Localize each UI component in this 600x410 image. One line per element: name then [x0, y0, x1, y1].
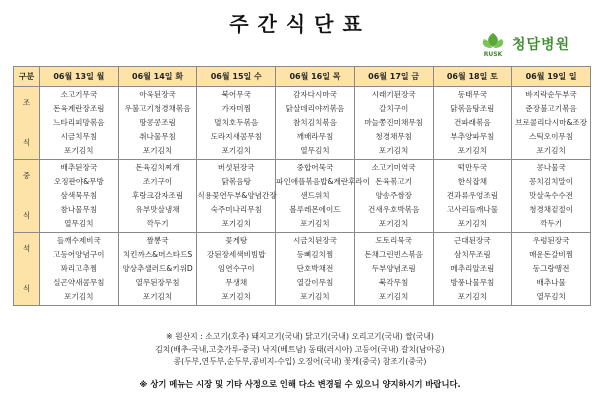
- day-header: 06월 16일 목: [276, 67, 355, 87]
- menu-item: 등뼈김치찜: [296, 250, 334, 259]
- menu-item: 포기김치: [64, 146, 94, 155]
- menu-item: 포기김치: [378, 146, 409, 155]
- menu-item: 떡만두국: [457, 163, 488, 172]
- menu-item: 우렁된장국: [532, 236, 570, 245]
- menu-cell: [512, 233, 591, 306]
- menu-item: 마늘쫑진미채무침: [364, 118, 423, 127]
- menu-item: 닭볶음탕: [221, 177, 251, 186]
- menu-item: 한식잡채: [457, 177, 488, 186]
- menu-item: 멸치호두볶음: [214, 118, 259, 127]
- menu-item: 매운돈갈비찜: [529, 250, 574, 259]
- menu-item: 짬뽕국: [146, 236, 169, 245]
- menu-item: 임연수구이: [217, 264, 255, 273]
- brand-name: 청담병원: [512, 37, 571, 53]
- menu-item: 건파래볶음: [454, 118, 491, 127]
- menu-item: 삼치무조림: [454, 250, 491, 259]
- menu-item: 시금치된장국: [292, 236, 337, 245]
- menu-item: 열무김치: [536, 292, 566, 301]
- svg-text:RUSK: RUSK: [483, 51, 503, 58]
- menu-item: 식용꽃연두부&양념간장: [197, 191, 277, 200]
- menu-item: 양상추샐러드&키위D: [122, 264, 193, 273]
- menu-item: 파인애플볶음밥&계란후라이: [276, 177, 371, 186]
- day-header: 06월 14일 화: [118, 67, 197, 87]
- menu-item: 스틱오이무침: [529, 132, 574, 141]
- menu-item: 고등어양념구이: [53, 250, 105, 259]
- menu-item: 중합어묵국: [296, 163, 334, 172]
- menu-item: 아욱된장국: [139, 90, 176, 99]
- menu-item: 단호박채전: [296, 264, 334, 273]
- menu-item: 포기김치: [142, 146, 173, 155]
- menu-item: 꽃게탕: [225, 236, 248, 245]
- menu-item: 소고기미역국: [371, 163, 416, 172]
- menu-item: 오징판야&무방: [53, 177, 104, 186]
- menu-item: 맛살옥수수전: [529, 191, 574, 200]
- menu-item: 바지락순두부국: [525, 90, 577, 99]
- menu-cell: [512, 160, 591, 233]
- corner-label: 구분: [14, 67, 40, 87]
- menu-cell: [354, 160, 433, 233]
- menu-item: 숙주미나리무침: [210, 205, 262, 214]
- menu-item: 포기김치: [457, 146, 488, 155]
- meal-label: [14, 160, 40, 233]
- day-header: 06월 15일 수: [197, 67, 276, 87]
- menu-cell: [40, 233, 119, 306]
- menu-item: 가자미찜: [221, 104, 251, 113]
- page-title: 주간식단표: [229, 12, 371, 36]
- meal-label-char: 식: [22, 138, 31, 147]
- menu-item: 청경채무침: [375, 132, 412, 141]
- menu-item: 브로콜리다시마&조장: [515, 118, 588, 127]
- menu-cell: [118, 233, 197, 306]
- menu-item: 포기김치: [457, 219, 488, 228]
- menu-item: 열갈이무침: [296, 278, 334, 287]
- menu-item: 닭살데리야끼볶음: [285, 104, 345, 113]
- menu-item: 감자다시마국: [292, 90, 337, 99]
- menu-item: 무생채: [225, 278, 248, 287]
- menu-item: 삼색묵무침: [60, 191, 98, 200]
- menu-item: 준장불고기볶음: [525, 104, 577, 113]
- menu-item: 갈치구이: [378, 104, 409, 113]
- meal-label: [14, 233, 40, 306]
- menu-item: 동그랑땡전: [532, 264, 570, 273]
- menu-item: 부추양파무침: [450, 132, 495, 141]
- day-header: 06월 13일 월: [40, 67, 119, 87]
- menu-item: 샌드위치: [300, 191, 330, 200]
- menu-item: 배추나물: [536, 278, 566, 287]
- meal-row: [14, 233, 591, 306]
- day-header: 06월 19일 일: [512, 67, 591, 87]
- menu-cell: [512, 87, 591, 160]
- meal-row: [14, 160, 591, 233]
- menu-item: 돈육볶고기: [375, 177, 412, 186]
- meal-label-char: 식: [22, 211, 31, 220]
- menu-item: 소고기무국: [60, 90, 98, 99]
- meal-label-char: 중: [22, 171, 31, 180]
- menu-item: 포기김치: [378, 219, 409, 228]
- menu-cell: [276, 87, 355, 160]
- meal-label-char: 조: [22, 98, 31, 107]
- meal-label-char: 식: [22, 284, 31, 293]
- menu-item: 청경채겉절이: [529, 205, 574, 214]
- menu-item: 열무된장무침: [135, 278, 180, 287]
- menu-cell: [118, 160, 197, 233]
- menu-item: 두부양념조림: [371, 264, 416, 273]
- menu-item: 돈채그린빈스볶음: [364, 250, 423, 259]
- origin-notes: [0, 331, 600, 369]
- menu-cell: [40, 87, 119, 160]
- menu-item: 건새우호박볶음: [367, 205, 420, 214]
- menu-item: 메추리알조림: [450, 264, 495, 273]
- menu-item: 버섯된장국: [217, 163, 255, 172]
- menu-cell: [276, 160, 371, 233]
- menu-item: 시래기된장국: [371, 90, 416, 99]
- menu-item: 유부맛살냉채: [135, 205, 180, 214]
- menu-item: 포기김치: [142, 292, 173, 301]
- menu-cell: [354, 87, 433, 160]
- leaf-logo-icon: [478, 31, 508, 57]
- menu-item: 깨배라무침: [296, 132, 334, 141]
- menu-table: [13, 66, 591, 306]
- menu-item: 닭볶음탕조림: [450, 104, 495, 113]
- menu-item: 깍두기: [146, 219, 169, 228]
- menu-item: 취나물무침: [139, 132, 176, 141]
- menu-item: 포기김치: [300, 219, 330, 228]
- menu-item: 동태무국: [457, 90, 488, 99]
- menu-item: 깍두기: [540, 219, 563, 228]
- menu-item: 참치김치볶음: [292, 118, 337, 127]
- menu-item: 배추된장국: [60, 163, 98, 172]
- origin-note-line: 김치(배추-국내,고춧가루-중국) 낙지(베트남) 동태(러시아) 고등어(국내) 갈치(남아공): [155, 344, 445, 354]
- menu-item: 포기김치: [64, 292, 94, 301]
- menu-cell: [197, 233, 276, 306]
- menu-cell: [118, 87, 197, 160]
- menu-item: 참나물무침: [60, 205, 98, 214]
- menu-item: 조기구이: [142, 177, 173, 186]
- menu-cell: [276, 233, 355, 306]
- menu-item: 땅콩콩조림: [139, 118, 176, 127]
- origin-note-line: 콩(두부,연두부,순두부,콩비지-수입) 오징어(국내) 꽃게(중국) 참조기(중국): [173, 357, 427, 366]
- menu-cell: [197, 87, 276, 160]
- menu-item: 느타리피망볶음: [53, 118, 105, 127]
- menu-cell: [197, 160, 276, 233]
- menu-item: 열무김치: [64, 219, 94, 228]
- menu-item: 북어무국: [221, 90, 251, 99]
- meal-row: [14, 87, 591, 160]
- menu-item: 콩나물국: [536, 163, 566, 172]
- menu-item: 열무김치: [300, 146, 330, 155]
- menu-cell: [354, 233, 433, 306]
- menu-item: 우불고기청경채볶음: [124, 104, 191, 113]
- origin-note-line: ※ 원산지 : 소고기(호주) 돼지고기(국내) 닭고기(국내) 오리고기(국내) 쌀(국내): [166, 332, 434, 341]
- day-header: 06월 18일 토: [433, 67, 512, 87]
- menu-cell: [433, 87, 512, 160]
- menu-item: 시금치무침: [60, 132, 98, 141]
- menu-item: 고사리들깨나물: [446, 205, 499, 214]
- hospital-logo: [478, 30, 570, 58]
- meal-label: [14, 87, 40, 160]
- menu-item: 돈육김치찌개: [135, 163, 180, 172]
- menu-item: 북각무침: [378, 278, 409, 287]
- menu-item: 강된장세색비빔밥: [206, 250, 266, 259]
- menu-item: 포기김치: [221, 292, 251, 301]
- menu-cell: [433, 160, 512, 233]
- menu-item: 꽈리고추찜: [60, 264, 98, 273]
- menu-item: 방풍나물무침: [450, 278, 495, 287]
- menu-item: 도토리묵국: [375, 236, 412, 245]
- menu-item: 돈육계란장조림: [53, 104, 105, 113]
- menu-item: 후랑크감자조림: [131, 191, 184, 200]
- menu-item: 포기김치: [536, 146, 566, 155]
- menu-item: 포기김치: [457, 292, 488, 301]
- menu-item: 견과류우엉조림: [446, 191, 499, 200]
- menu-item: 근대된장국: [454, 236, 491, 245]
- menu-item: 실곤약새콤무침: [53, 278, 105, 287]
- menu-item: 포기김치: [378, 292, 409, 301]
- menu-item: 포기김치: [221, 219, 251, 228]
- menu-item: 꽁치김치말이: [529, 177, 574, 186]
- day-header: 06월 17일 금: [354, 67, 433, 87]
- menu-item: 포기김치: [221, 146, 251, 155]
- menu-item: 볼루레몬에이드: [289, 205, 341, 214]
- menu-item: 치킨까스&머스타드S: [122, 250, 193, 259]
- menu-cell: [433, 233, 512, 306]
- menu-item: 포기김치: [300, 292, 330, 301]
- meal-label-char: 석: [22, 244, 31, 253]
- menu-item: 양송주쌈장: [375, 191, 412, 200]
- menu-item: 들깨수제비국: [56, 236, 101, 245]
- menu-cell: [40, 160, 119, 233]
- menu-item: 도라지새콤무침: [210, 132, 262, 141]
- header-row: [14, 67, 591, 87]
- change-notice: ※ 상기 메뉴는 시장 및 기타 사정으로 인해 다소 변경될 수 있으니 양지하시기 바랍니다.: [139, 379, 461, 389]
